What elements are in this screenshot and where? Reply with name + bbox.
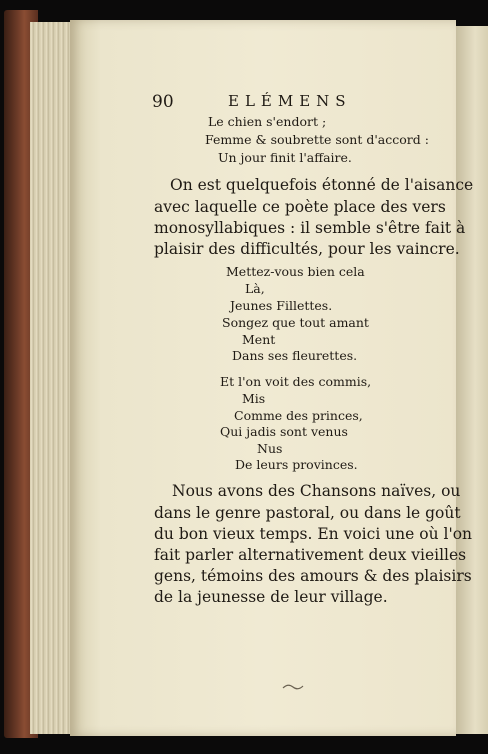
verse2-line-2: Là, xyxy=(245,281,265,296)
verse2-line-4: Songez que tout amant xyxy=(222,315,369,330)
paragraph1-line-2: avec laquelle ce poète place des vers xyxy=(154,198,446,216)
paragraph1-line-1: On est quelquefois étonné de l'aisance xyxy=(170,176,474,194)
verse2-line-5: Ment xyxy=(242,332,276,347)
verse3-line-6: De leurs provinces. xyxy=(235,457,358,472)
page-number: 90 xyxy=(152,92,174,112)
paragraph2-line-6: de la jeunesse de leur village. xyxy=(154,588,388,606)
paragraph2-line-5: gens, témoins des amours & des plaisirs xyxy=(154,567,472,585)
paragraph2-line-4: fait parler alternativement deux vieilles xyxy=(154,546,467,564)
verse2-line-1: Mettez-vous bien cela xyxy=(226,264,365,279)
paragraph2-line-1: Nous avons des Chansons naïves, ou xyxy=(172,482,461,500)
verse2-line-3: Jeunes Fillettes. xyxy=(230,298,333,313)
paragraph1-line-3: monosyllabiques : il semble s'être fait à xyxy=(154,219,466,237)
verse1-line-2: Femme & soubrette sont d'accord : xyxy=(205,132,429,147)
paragraph1-line-4: plaisir des difficultés, pour les vaincre. xyxy=(154,240,460,258)
verse3-line-5: Nus xyxy=(257,441,283,456)
verse3-line-3: Comme des princes, xyxy=(234,408,363,423)
verse1-line-1: Le chien s'endort ; xyxy=(208,114,327,129)
verse3-line-2: Mis xyxy=(242,391,266,406)
paragraph2-line-3: du bon vieux temps. En voici une où l'on xyxy=(154,525,473,543)
paragraph2-line-2: dans le genre pastoral, ou dans le goût xyxy=(154,504,461,522)
verse2-line-6: Dans ses fleurettes. xyxy=(232,348,358,363)
facing-page-edge xyxy=(456,26,488,734)
verse3-line-1: Et l'on voit des commis, xyxy=(220,374,372,389)
running-title: ELÉMENS xyxy=(228,92,352,110)
verse1-line-3: Un jour finit l'affaire. xyxy=(218,150,352,165)
ornament-flourish xyxy=(282,682,304,692)
verse3-line-4: Qui jadis sont venus xyxy=(220,424,348,439)
page-stack-edges xyxy=(30,22,72,734)
